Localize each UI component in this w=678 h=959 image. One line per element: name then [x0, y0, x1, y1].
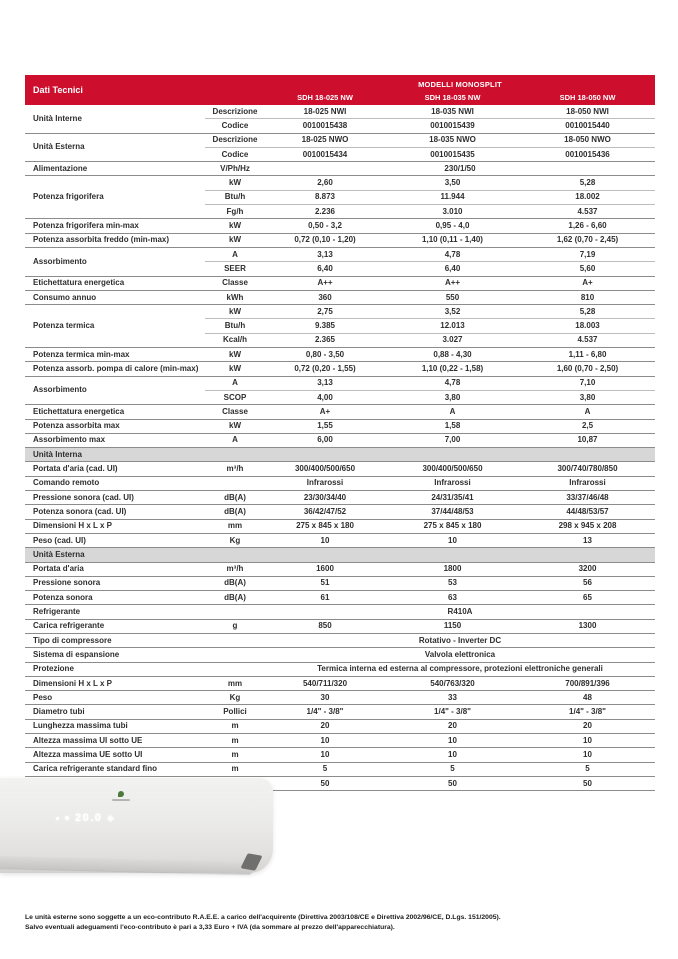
ac-vent-slot [240, 853, 262, 871]
spec-value: 9.385 [265, 319, 385, 333]
saunier-duval-logo [108, 791, 134, 801]
spec-label: Etichettatura energetica [25, 276, 205, 290]
table-row [25, 533, 655, 547]
spec-value: 4,78 [385, 376, 520, 390]
spec-unit: A [205, 433, 265, 447]
spec-value: 0010015439 [385, 119, 520, 133]
spec-label: Potenza sonora (cad. UI) [25, 505, 205, 519]
spec-label: Peso (cad. UI) [25, 533, 205, 547]
spec-unit: dB(A) [205, 591, 265, 605]
spec-unit: Descrizione [205, 133, 265, 147]
spec-unit [205, 633, 265, 647]
spec-value: 550 [385, 290, 520, 304]
brand-mark-icon [118, 791, 124, 797]
spec-label: Assorbimento max [25, 433, 205, 447]
spec-value: 48 [520, 691, 655, 705]
spec-value: 65 [520, 591, 655, 605]
spec-value: 0010015435 [385, 147, 520, 161]
table-row [25, 405, 655, 419]
spec-unit: Codice [205, 147, 265, 161]
spec-value: 0,88 - 4,30 [385, 348, 520, 362]
spec-value: 7,19 [520, 247, 655, 261]
spec-value: 2,60 [265, 176, 385, 190]
spec-unit [205, 662, 265, 676]
table-row [25, 362, 655, 376]
spec-label: Potenza assorbita max [25, 419, 205, 433]
models-group-title: MODELLI MONOSPLIT [418, 80, 502, 89]
spec-value: 1/4" - 3/8" [385, 705, 520, 719]
spec-unit: SCOP [205, 390, 265, 404]
spec-value: 33/37/46/48 [520, 491, 655, 505]
spec-unit: kW [205, 233, 265, 247]
spec-value: A+ [520, 276, 655, 290]
spec-unit: m [205, 748, 265, 762]
spec-value: A [520, 405, 655, 419]
spec-label: Pressione sonora (cad. UI) [25, 491, 205, 505]
spec-value: 4.537 [520, 333, 655, 347]
spec-value: 7,00 [385, 433, 520, 447]
display-mode-icon [107, 814, 114, 821]
spec-value: 11.944 [385, 190, 520, 204]
spec-value: 0010015434 [265, 147, 385, 161]
spec-value: 8.873 [265, 190, 385, 204]
spec-value: 18-025 NWI [303, 106, 347, 116]
table-header-band [25, 75, 655, 105]
spec-unit: Fg/h [205, 205, 265, 219]
footnote-line: Le unità esterne sono soggette a un eco-contributo R.A.E.E. a carico dell'acquirente (Direttiva 2003/108/CE e Direttiva 2002/96/CE, D.Lgs. 151/2005). [25, 914, 501, 921]
spec-value: 61 [265, 591, 385, 605]
spec-value: 18-025 NWO [265, 133, 385, 147]
spec-value: 0010015436 [520, 147, 655, 161]
spec-value: 30 [265, 691, 385, 705]
spec-value: 5 [520, 762, 655, 776]
table-row [25, 676, 655, 690]
spec-value: 20 [520, 719, 655, 733]
table-row [25, 348, 655, 362]
spec-unit: kW [205, 305, 265, 319]
section-header: Unità Interna [25, 448, 655, 462]
spec-unit: m³/h [205, 462, 265, 476]
spec-label: Protezione [25, 662, 205, 676]
spec-unit: Classe [205, 405, 265, 419]
spec-unit [205, 476, 265, 490]
spec-value: 6,00 [265, 433, 385, 447]
spec-label: Peso [25, 691, 205, 705]
spec-unit: Kcal/h [205, 333, 265, 347]
spec-value: 1,58 [385, 419, 520, 433]
table-row [25, 276, 655, 290]
spec-value: 12.013 [385, 319, 520, 333]
spec-value: Infrarossi [385, 476, 520, 490]
spec-value-span: Valvola elettronica [265, 648, 655, 662]
spec-value: 4.537 [520, 205, 655, 219]
spec-value: 3.010 [385, 205, 520, 219]
spec-value: 4,00 [265, 390, 385, 404]
spec-label: Assorbimento [25, 376, 205, 405]
spec-value: 2,75 [265, 305, 385, 319]
spec-label: Pressione sonora [25, 576, 205, 590]
table-row [25, 233, 655, 247]
spec-value: 3,50 [385, 176, 520, 190]
spec-value: 10,87 [520, 433, 655, 447]
table-row [25, 605, 655, 619]
display-dot-icon [65, 816, 69, 820]
spec-unit: m [205, 734, 265, 748]
spec-value: 18.003 [520, 319, 655, 333]
page-title: Dati Tecnici [33, 85, 83, 95]
spec-unit: kW [205, 219, 265, 233]
spec-value: 63 [385, 591, 520, 605]
spec-value: 18.002 [520, 190, 655, 204]
spec-value: 10 [520, 748, 655, 762]
spec-value: 3,13 [265, 247, 385, 261]
spec-value: 10 [265, 533, 385, 547]
spec-value: 5 [265, 762, 385, 776]
table-row [25, 290, 655, 304]
spec-label: Altezza massima UI sotto UE [25, 734, 205, 748]
spec-value: 36/42/47/52 [265, 505, 385, 519]
spec-value: 3,13 [265, 376, 385, 390]
spec-label: Comando remoto [25, 476, 205, 490]
spec-value: 20 [385, 719, 520, 733]
spec-value: 0,95 - 4,0 [385, 219, 520, 233]
spec-value: 1150 [385, 619, 520, 633]
spec-unit: dB(A) [205, 576, 265, 590]
table-row [25, 176, 655, 190]
spec-value: 3,80 [520, 390, 655, 404]
spec-value: 300/400/500/650 [265, 462, 385, 476]
spec-value: 1,62 (0,70 - 2,45) [520, 233, 655, 247]
table-row [25, 491, 655, 505]
spec-value: 0,72 (0,10 - 1,20) [265, 233, 385, 247]
spec-value: 1,60 (0,70 - 2,50) [520, 362, 655, 376]
spec-value: 20 [265, 719, 385, 733]
spec-value: 298 x 945 x 208 [520, 519, 655, 533]
spec-unit: kWh [205, 290, 265, 304]
spec-value: 1,10 (0,22 - 1,58) [385, 362, 520, 376]
spec-value: 10 [265, 748, 385, 762]
spec-value: 360 [265, 290, 385, 304]
ac-display-panel [56, 811, 113, 825]
model-column-header-1: SDH 18-025 NW [297, 92, 353, 102]
spec-unit: Btu/h [205, 190, 265, 204]
spec-value: 0,80 - 3,50 [265, 348, 385, 362]
spec-label: Alimentazione [25, 162, 205, 176]
spec-value: 10 [265, 734, 385, 748]
spec-label: Consumo annuo [25, 290, 205, 304]
spec-value: 10 [520, 734, 655, 748]
spec-label: Potenza termica [25, 305, 205, 348]
table-row [25, 162, 655, 176]
section-row [25, 548, 655, 562]
spec-unit: SEER [205, 262, 265, 276]
model-column-header-3: SDH 18-050 NW [559, 92, 616, 102]
spec-value: 10 [385, 734, 520, 748]
spec-label: Carica refrigerante standard fino [25, 762, 205, 776]
spec-value: 24/31/35/41 [385, 491, 520, 505]
spec-label: Unità Esterna [25, 133, 205, 162]
spec-label: Potenza sonora [25, 591, 205, 605]
ac-vent-flap [0, 856, 252, 874]
spec-unit: Descrizione [212, 106, 258, 116]
spec-value: 2.365 [265, 333, 385, 347]
spec-unit [205, 605, 265, 619]
spec-unit: Classe [205, 276, 265, 290]
spec-value: 3200 [520, 562, 655, 576]
specs-table [25, 105, 655, 791]
spec-value: 3,80 [385, 390, 520, 404]
table-row [25, 519, 655, 533]
spec-value: 50 [520, 776, 655, 790]
table-row [25, 305, 655, 319]
spec-value: 300/400/500/650 [385, 462, 520, 476]
spec-unit: A [205, 376, 265, 390]
spec-value: 44/48/53/57 [520, 505, 655, 519]
spec-label: Tipo di compressore [25, 633, 205, 647]
air-conditioner-image [0, 777, 273, 873]
spec-value: 10 [385, 533, 520, 547]
spec-value: 18-050 NWO [520, 133, 655, 147]
spec-value: Infrarossi [265, 476, 385, 490]
spec-label: Dimensioni H x L x P [25, 519, 205, 533]
spec-value: 51 [265, 576, 385, 590]
spec-value: 10 [385, 748, 520, 762]
table-row [25, 705, 655, 719]
eco-contribution-footnote [25, 913, 665, 933]
spec-value: 13 [520, 533, 655, 547]
spec-value: 37/44/48/53 [385, 505, 520, 519]
spec-value: 275 x 845 x 180 [385, 519, 520, 533]
spec-unit [205, 648, 265, 662]
spec-label: Carica refrigerante [25, 619, 205, 633]
spec-label: Unità Interne [33, 113, 82, 123]
spec-value: 300/740/780/850 [520, 462, 655, 476]
spec-unit: dB(A) [205, 505, 265, 519]
spec-value: 56 [520, 576, 655, 590]
spec-value: 275 x 845 x 180 [265, 519, 385, 533]
spec-value: 700/891/396 [520, 676, 655, 690]
spec-value: 0,50 - 3,2 [265, 219, 385, 233]
spec-label: Potenza assorbita freddo (min-max) [25, 233, 205, 247]
spec-unit: Kg [205, 691, 265, 705]
spec-unit: m [205, 719, 265, 733]
spec-value: 0,72 (0,20 - 1,55) [265, 362, 385, 376]
spec-label: Diametro tubi [25, 705, 205, 719]
spec-unit: V/Ph/Hz [205, 162, 265, 176]
spec-unit: mm [205, 519, 265, 533]
spec-value: 1,26 - 6,60 [520, 219, 655, 233]
spec-value: 2.236 [265, 205, 385, 219]
spec-value: 2,5 [520, 419, 655, 433]
spec-unit: Codice [205, 119, 265, 133]
spec-value-span: Rotativo - Inverter DC [265, 633, 655, 647]
spec-value: A++ [385, 276, 520, 290]
spec-label: Sistema di espansione [25, 648, 205, 662]
table-row [25, 562, 655, 576]
table-row [25, 433, 655, 447]
spec-unit: m³/h [205, 562, 265, 576]
spec-label: Dimensioni H x L x P [25, 676, 205, 690]
table-row [25, 376, 655, 390]
spec-value: 50 [265, 776, 385, 790]
spec-value: 18-035 NWO [385, 133, 520, 147]
spec-value: 5,28 [520, 305, 655, 319]
spec-value: 7,10 [520, 376, 655, 390]
spec-label: Potenza termica min-max [25, 348, 205, 362]
spec-value: A++ [265, 276, 385, 290]
table-row [25, 619, 655, 633]
spec-unit: mm [205, 676, 265, 690]
spec-value: 1,11 - 6,80 [520, 348, 655, 362]
spec-value: 1300 [520, 619, 655, 633]
table-row [25, 633, 655, 647]
spec-value-span: R410A [265, 605, 655, 619]
spec-unit: kW [205, 348, 265, 362]
brand-wordmark [112, 799, 130, 801]
spec-label: Potenza frigorifera [25, 176, 205, 219]
display-dot-icon [56, 817, 59, 820]
spec-value: 4,78 [385, 247, 520, 261]
table-row [25, 105, 655, 119]
spec-value: 3,52 [385, 305, 520, 319]
spec-value: 6,40 [265, 262, 385, 276]
spec-value: 33 [385, 691, 520, 705]
spec-value: 23/30/34/40 [265, 491, 385, 505]
table-row [25, 462, 655, 476]
spec-unit: kW [205, 419, 265, 433]
spec-label: Assorbimento [25, 247, 205, 276]
section-header: Unità Esterna [25, 548, 655, 562]
spec-unit: g [205, 619, 265, 633]
spec-value: A+ [265, 405, 385, 419]
spec-unit: A [205, 247, 265, 261]
spec-label: Lunghezza massima tubi [25, 719, 205, 733]
table-row [25, 748, 655, 762]
spec-label: Etichettatura energetica [25, 405, 205, 419]
table-row [25, 719, 655, 733]
footnote-line: Salvo eventuali adeguamenti l'eco-contributo è pari a 3,33 Euro + IVA (da sommare al prezzo dell'apparecchiatura). [25, 924, 395, 931]
spec-value: 0010015440 [520, 119, 655, 133]
table-row [25, 662, 655, 676]
spec-value: 53 [385, 576, 520, 590]
spec-value: Infrarossi [520, 476, 655, 490]
table-row [25, 476, 655, 490]
spec-unit: dB(A) [205, 491, 265, 505]
spec-value-span: 230/1/50 [265, 162, 655, 176]
spec-value: 1800 [385, 562, 520, 576]
spec-value: 5,60 [520, 262, 655, 276]
table-row [25, 576, 655, 590]
spec-value-span: Termica interna ed esterna al compressore, protezioni elettroniche generali [265, 662, 655, 676]
spec-value: 1,10 (0,11 - 1,40) [385, 233, 520, 247]
spec-value: 5 [385, 762, 520, 776]
spec-label: Altezza massima UE sotto UI [25, 748, 205, 762]
spec-value: 5,28 [520, 176, 655, 190]
spec-value: 1/4" - 3/8" [265, 705, 385, 719]
spec-unit: Pollici [205, 705, 265, 719]
table-row [25, 734, 655, 748]
spec-value: 540/763/320 [385, 676, 520, 690]
spec-value: 18-050 NWI [566, 106, 609, 116]
spec-value: 1,55 [265, 419, 385, 433]
spec-value: 6,40 [385, 262, 520, 276]
table-row [25, 219, 655, 233]
table-row [25, 591, 655, 605]
table-row [25, 419, 655, 433]
spec-value: 1600 [265, 562, 385, 576]
spec-label: Potenza frigorifera min-max [25, 219, 205, 233]
table-row [25, 133, 655, 147]
spec-value: 50 [385, 776, 520, 790]
spec-value: 1/4" - 3/8" [520, 705, 655, 719]
spec-value: 18-035 NWI [431, 106, 474, 116]
spec-value: 540/711/320 [265, 676, 385, 690]
spec-unit: Kg [205, 533, 265, 547]
table-row [25, 505, 655, 519]
spec-value: 810 [520, 290, 655, 304]
spec-label: Potenza assorb. pompa di calore (min-max) [25, 362, 205, 376]
spec-value: 3.027 [385, 333, 520, 347]
spec-value: A [385, 405, 520, 419]
model-column-header-2: SDH 18-035 NW [424, 92, 481, 102]
spec-label: Portata d'aria (cad. UI) [25, 462, 205, 476]
spec-value: 850 [265, 619, 385, 633]
spec-label: Refrigerante [25, 605, 205, 619]
spec-unit: kW [205, 176, 265, 190]
spec-label: Portata d'aria [25, 562, 205, 576]
table-row [25, 762, 655, 776]
table-row [25, 247, 655, 261]
spec-unit: kW [205, 362, 265, 376]
spec-unit: m [205, 762, 265, 776]
spec-value: 0010015438 [265, 119, 385, 133]
display-temperature: 20.0 [75, 812, 103, 824]
spec-unit: Btu/h [205, 319, 265, 333]
table-row [25, 648, 655, 662]
section-row [25, 448, 655, 462]
table-row [25, 691, 655, 705]
